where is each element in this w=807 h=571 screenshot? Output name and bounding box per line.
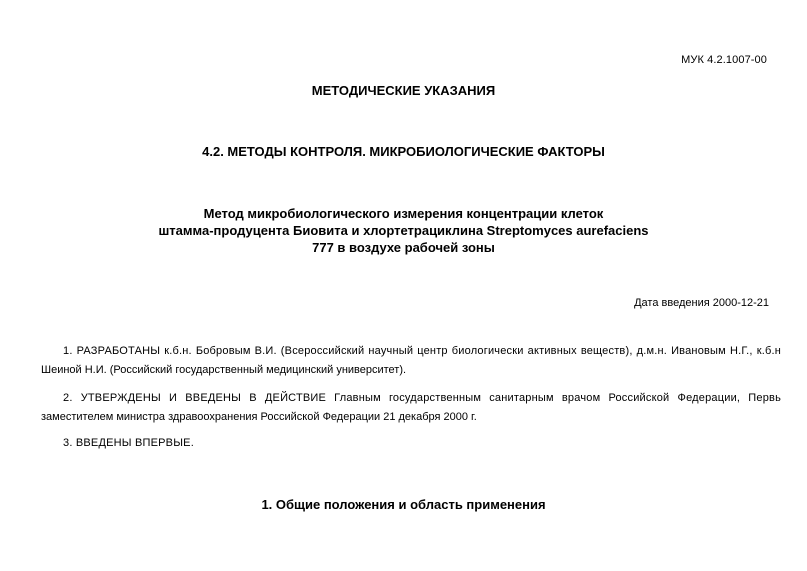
method-title-line: Метод микробиологического измерения концентрации клеток xyxy=(203,206,604,221)
main-title: МЕТОДИЧЕСКИЕ УКАЗАНИЯ xyxy=(311,83,496,98)
paragraph-line: заместителем министра здравоохранения Российской Федерации 21 декабря 2000 г. xyxy=(41,411,477,423)
chapter-title: 1. Общие положения и область применения xyxy=(261,497,546,512)
method-title-line: штамма-продуцента Биовита и хлортетрациклина Streptomyces aurefaciens xyxy=(158,223,649,238)
paragraph-line: 1. РАЗРАБОТАНЫ к.б.н. Бобровым В.И. (Всероссийский научный центр биологически активных веществ), д.м.н. Ивановым Н.Г., к.б.н xyxy=(63,345,781,357)
method-title xyxy=(0,205,807,256)
paragraph-approved xyxy=(41,389,781,427)
paragraph-line: 2. УТВЕРЖДЕНЫ И ВВЕДЕНЫ В ДЕЙСТВИЕ Главным государственным санитарным врачом Российской Федерации, Первь xyxy=(63,392,781,404)
method-title-line: 777 в воздухе рабочей зоны xyxy=(312,240,495,255)
section-title: 4.2. МЕТОДЫ КОНТРОЛЯ. МИКРОБИОЛОГИЧЕСКИЕ ФАКТОРЫ xyxy=(202,144,605,159)
paragraph-developed-by xyxy=(41,342,781,380)
introduction-date: Дата введения 2000-12-21 xyxy=(634,297,769,309)
document-code: МУК 4.2.1007-00 xyxy=(681,54,767,66)
paragraph-line: Шеиной Н.И. (Российский государственный медицинский университет). xyxy=(41,364,407,376)
paragraph-line: 3. ВВЕДЕНЫ ВПЕРВЫЕ. xyxy=(63,437,194,449)
paragraph-introduced-first xyxy=(41,434,781,453)
